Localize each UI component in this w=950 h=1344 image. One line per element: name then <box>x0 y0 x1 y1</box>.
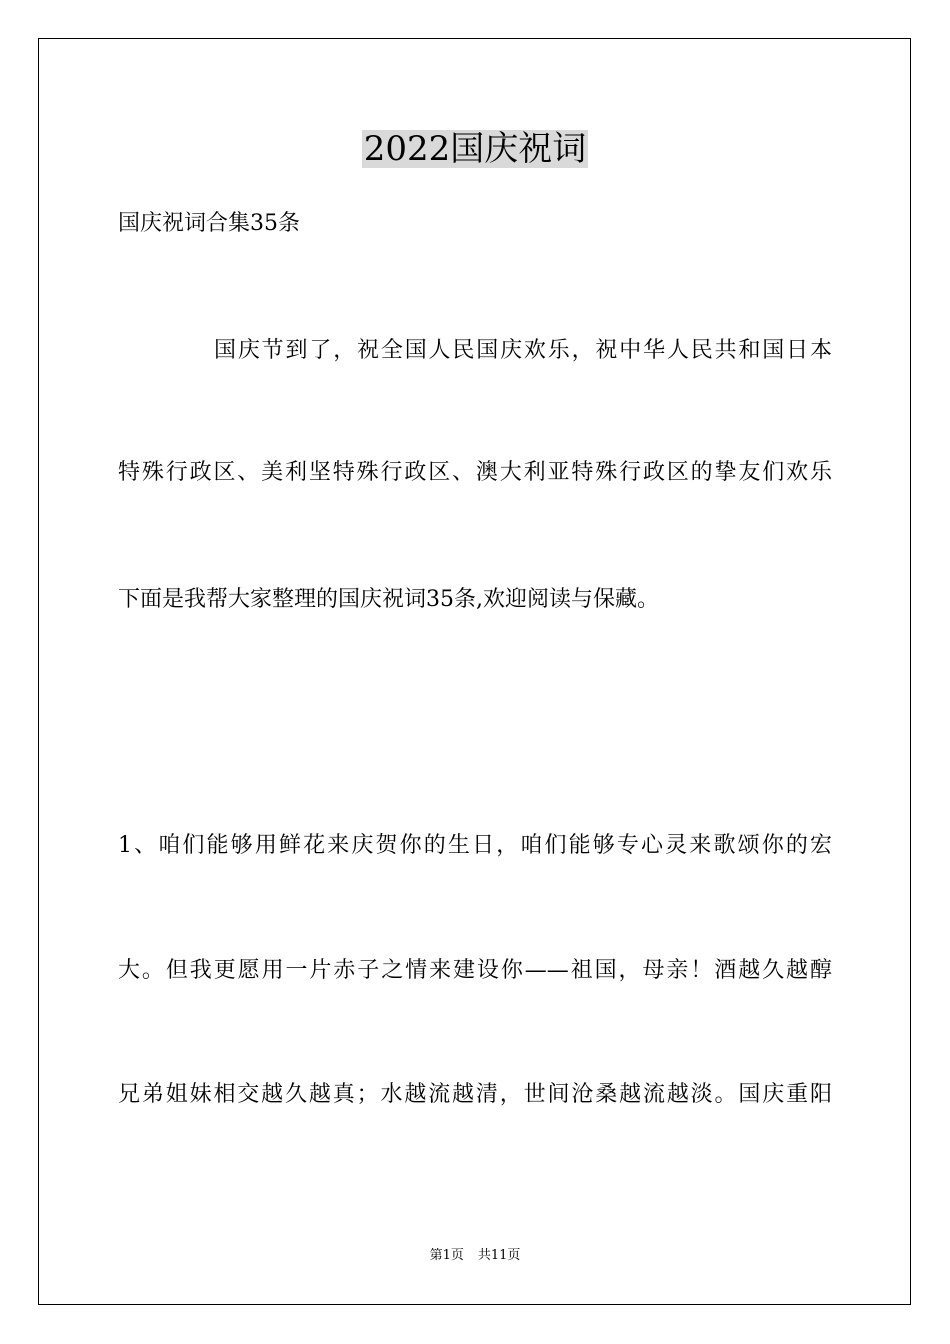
paragraph-line-2: 特殊行政区、美利坚特殊行政区、澳大利亚特殊行政区的挚友们欢乐 <box>118 460 832 485</box>
paragraph-line-4: 1、咱们能够用鲜花来庆贺你的生日，咱们能够专心灵来歌颂你的宏 <box>118 833 832 858</box>
page-number: 第1页 <box>429 1248 464 1263</box>
page-total: 共11页 <box>477 1248 521 1263</box>
paragraph-line-1: 国庆节到了，祝全国人民国庆欢乐，祝中华人民共和国日本 <box>214 338 832 363</box>
paragraph-line-5: 大。但我更愿用一片赤子之情来建设你——祖国，母亲！酒越久越醇 <box>118 958 832 983</box>
paragraph-line-6: 兄弟姐妹相交越久越真；水越流越清，世间沧桑越流越淡。国庆重阳 <box>118 1082 832 1107</box>
title-container <box>0 130 950 168</box>
page-footer <box>0 1248 950 1264</box>
paragraph-line-3: 下面是我帮大家整理的国庆祝词35条,欢迎阅读与保藏。 <box>118 587 659 612</box>
document-title: 2022国庆祝词 <box>363 129 587 169</box>
document-subtitle: 国庆祝词合集35条 <box>118 211 300 236</box>
